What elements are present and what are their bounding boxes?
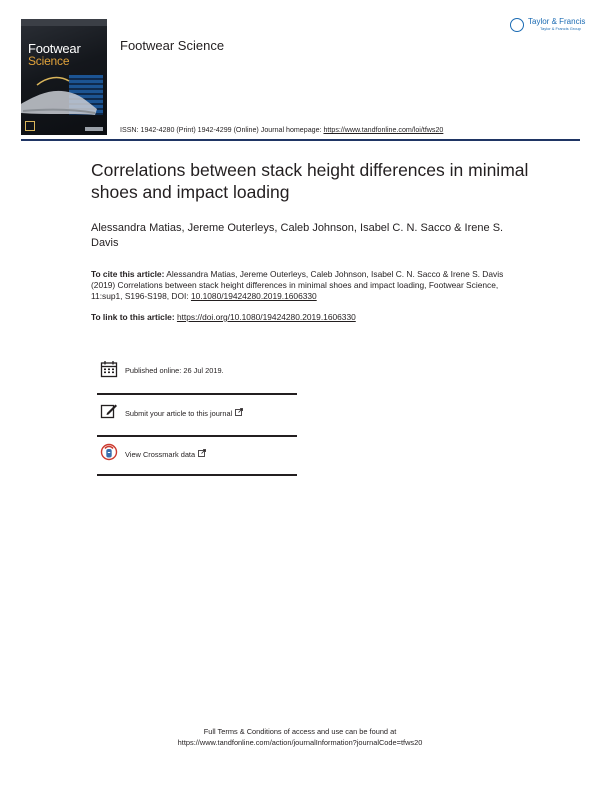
logo-subtext: Taylor & Francis Group — [540, 26, 581, 31]
edit-pencil-icon — [100, 402, 118, 420]
external-link-icon — [235, 408, 243, 416]
article-authors: Alessandra Matias, Jereme Outerleys, Caleb Johnson, Isabel C. N. Sacco & Irene S. Davis — [91, 222, 504, 249]
doi-link[interactable]: 10.1080/19424280.2019.1606330 — [190, 291, 317, 301]
crossmark-text: View Crossmark data — [125, 450, 196, 459]
logo-circle-icon — [510, 18, 524, 32]
cover-top-strip — [21, 19, 107, 26]
cover-title-line1: Footwear — [28, 41, 81, 56]
footer-terms-text: Full Terms & Conditions of access and use can be found at — [203, 727, 397, 736]
submit-article-text: Submit your article to this journal — [125, 409, 233, 418]
issn-text: ISSN: 1942-4280 (Print) 1942-4299 (Online) Journal homepage: — [120, 126, 324, 134]
crossmark-row[interactable] — [97, 443, 297, 463]
logo-text: Taylor & Francis — [528, 17, 586, 26]
published-online-text: Published online: 26 Jul 2019. — [125, 366, 224, 375]
journal-name[interactable]: Footwear Science — [120, 38, 225, 53]
footer-terms — [0, 726, 600, 748]
journal-cover-image — [21, 19, 107, 135]
info-divider-1 — [97, 393, 297, 395]
submit-article-link[interactable] — [125, 408, 243, 418]
issn-line — [120, 126, 443, 134]
article-url-link[interactable]: https://doi.org/10.1080/19424280.2019.1606330 — [176, 312, 356, 322]
header-divider — [21, 139, 580, 141]
citation-block — [91, 269, 511, 302]
cover-title-line2: Science — [28, 54, 70, 68]
crossmark-link[interactable] — [125, 449, 206, 459]
cover-publisher-logo — [25, 121, 35, 131]
external-link-icon — [198, 449, 206, 457]
calendar-icon — [100, 360, 118, 378]
info-divider-3 — [97, 474, 297, 476]
published-online-row — [97, 360, 297, 380]
cite-label: To cite this article: — [91, 269, 165, 279]
footer-terms-link[interactable]: https://www.tandfonline.com/action/journalInformation?journalCode=tfws20 — [177, 738, 423, 747]
taylor-francis-logo[interactable] — [510, 17, 586, 37]
cite-text: Alessandra Matias, Jereme Outerleys, Caleb Johnson, Isabel C. N. Sacco & Irene S. Davis (2019) Correlations between stack height differences in minimal shoes and impact loading, Footwear Science, 11:sup1, S196-S198, DOI: — [91, 269, 504, 301]
crossmark-icon — [100, 443, 118, 461]
submit-article-row[interactable] — [97, 402, 297, 422]
cover-shoe-graphic — [21, 65, 107, 125]
cover-title — [28, 43, 81, 67]
cover-publisher-mark — [85, 127, 103, 131]
article-title: Correlations between stack height differences in minimal shoes and impact loading — [91, 160, 529, 202]
journal-homepage-link[interactable]: https://www.tandfonline.com/loi/tfws20 — [323, 126, 444, 134]
info-divider-2 — [97, 435, 297, 437]
link-block — [91, 312, 511, 323]
link-label: To link to this article: — [91, 312, 177, 322]
